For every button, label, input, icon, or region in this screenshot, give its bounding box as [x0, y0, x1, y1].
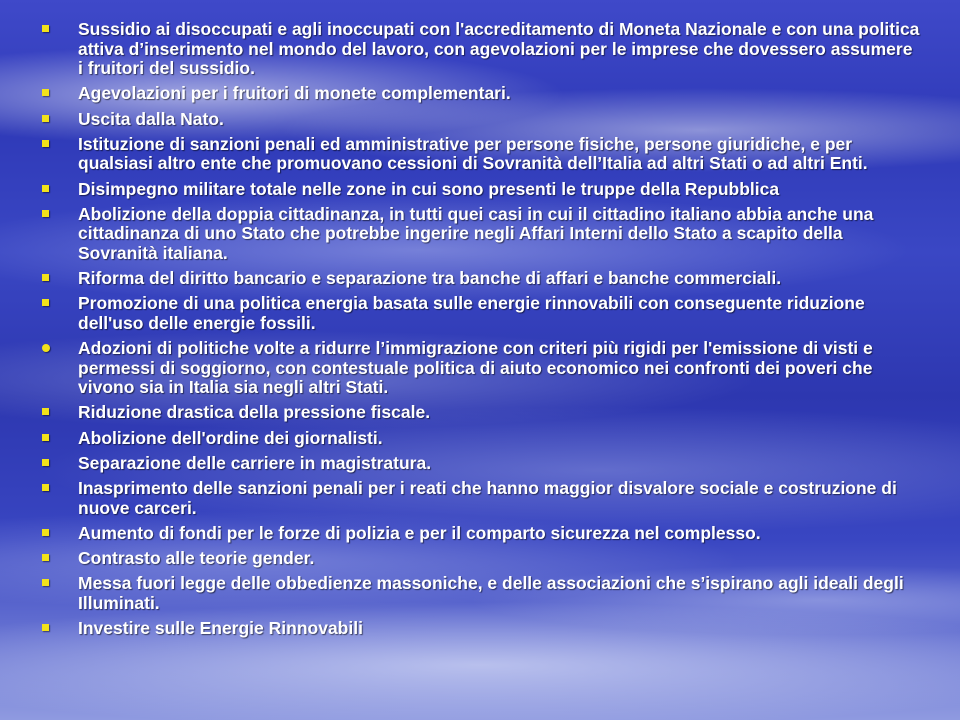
- square-bullet-icon: [42, 25, 49, 32]
- bullet-text: Adozioni di politiche volte a ridurre l’immigrazione con criteri più rigidi per l'emissione di visti e permessi di soggiorno, con contestuale politica di aiuto economico nei confronti dei poveri che vivono sia in Italia sia negli altri Stati.: [78, 338, 873, 398]
- bullet-text: Inasprimento delle sanzioni penali per i reati che hanno maggior disvalore sociale e costruzione di nuove carceri.: [78, 478, 897, 518]
- bullet-text: Messa fuori legge delle obbedienze massoniche, e delle associazioni che s’ispirano agli ideali degli Illuminati.: [78, 573, 904, 613]
- square-bullet-icon: [42, 210, 49, 217]
- square-bullet-icon: [42, 115, 49, 122]
- square-bullet-icon: [42, 274, 49, 281]
- bullet-text: Riduzione drastica della pressione fiscale.: [78, 402, 431, 423]
- bullet-text: Istituzione di sanzioni penali ed amministrative per persone fisiche, persone giuridiche, e per qualsiasi altro ente che promuovano cessioni di Sovranità dell’Italia ad altri Stati o ad altri Enti.: [78, 133, 868, 174]
- bullet-text: Disimpegno militare totale nelle zone in cui sono presenti le truppe della Repubblica: [78, 178, 780, 199]
- list-item: [40, 269, 920, 289]
- bullet-text: Uscita dalla Nato.: [78, 108, 224, 129]
- list-item: [40, 479, 920, 518]
- bullet-text: Promozione di una politica energia basata sulle energie rinnovabili con conseguente riduzione dell'uso delle energie fossili.: [78, 293, 865, 333]
- list-item: [40, 110, 920, 130]
- bullet-text: Agevolazioni per i fruitori di monete complementari.: [78, 83, 511, 104]
- square-bullet-icon: [42, 459, 49, 466]
- bullet-text: Sussidio ai disoccupati e agli inoccupati con l'accreditamento di Moneta Nazionale e con una politica attiva d’inserimento nel mondo del lavoro, con agevolazioni per le imprese che dovessero assumere i fruitori del sussidio.: [78, 19, 920, 79]
- square-bullet-icon: [42, 408, 49, 415]
- round-bullet-icon: [42, 344, 50, 352]
- bullet-text: Abolizione della doppia cittadinanza, in tutti quei casi in cui il cittadino italiano abbia anche una cittadinanza di uno Stato che potrebbe ingerire negli Affari Interni dello Stato a scapito della Sovranità italiana.: [78, 203, 874, 263]
- bullet-text: Investire sulle Energie Rinnovabili: [78, 617, 363, 638]
- list-item: [40, 403, 920, 423]
- list-item: [40, 180, 920, 200]
- square-bullet-icon: [42, 554, 49, 561]
- square-bullet-icon: [42, 529, 49, 536]
- list-item: [40, 294, 920, 333]
- list-item: [40, 84, 920, 104]
- list-item: [40, 205, 920, 264]
- list-item: [40, 135, 920, 174]
- square-bullet-icon: [42, 484, 49, 491]
- square-bullet-icon: [42, 89, 49, 96]
- bullet-text: Aumento di fondi per le forze di polizia e per il comparto sicurezza nel complesso.: [78, 522, 761, 543]
- square-bullet-icon: [42, 185, 49, 192]
- bullet-text: Riforma del diritto bancario e separazione tra banche di affari e banche commerciali.: [78, 268, 782, 289]
- bullet-text: Abolizione dell'ordine dei giornalisti.: [78, 427, 383, 448]
- list-item: [40, 20, 920, 79]
- list-item: [40, 549, 920, 569]
- bullet-text: Separazione delle carriere in magistratura.: [78, 452, 432, 473]
- square-bullet-icon: [42, 624, 49, 631]
- list-item: [40, 619, 920, 639]
- list-item: [40, 339, 920, 398]
- square-bullet-icon: [42, 579, 49, 586]
- list-item: [40, 454, 920, 474]
- list-item: [40, 429, 920, 449]
- square-bullet-icon: [42, 140, 49, 147]
- bullet-list: [40, 20, 920, 644]
- square-bullet-icon: [42, 299, 49, 306]
- list-item: [40, 524, 920, 544]
- list-item: [40, 574, 920, 613]
- bullet-text: Contrasto alle teorie gender.: [78, 547, 315, 568]
- square-bullet-icon: [42, 434, 49, 441]
